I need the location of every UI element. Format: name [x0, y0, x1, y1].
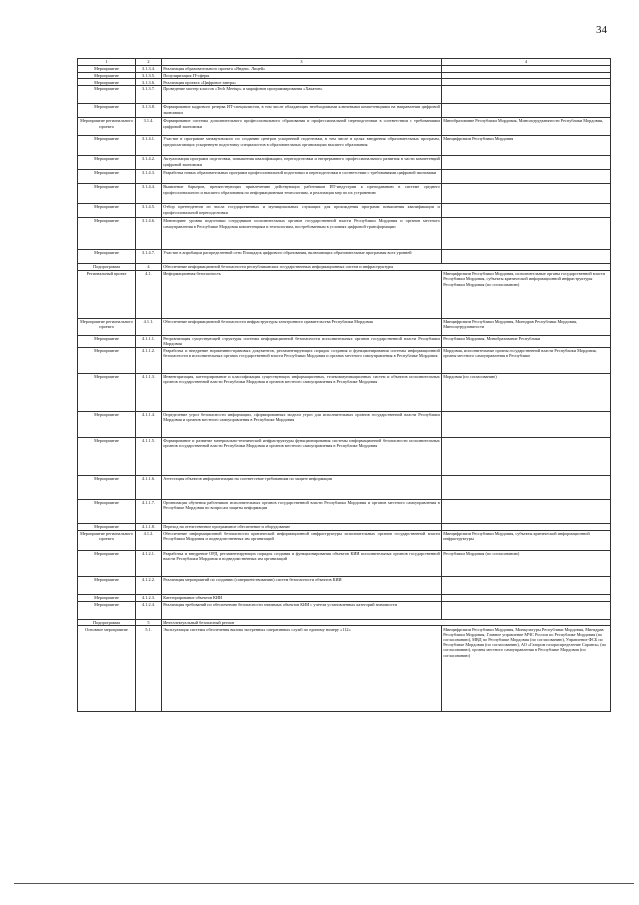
header-cell-3: 3 — [162, 59, 442, 66]
row-number-cell: 4.1.2.2. — [136, 576, 162, 594]
row-title-cell: Реорганизация существующей структуры системы информационной безопасности исполнительных органов государственной власти Республики Мордовия — [163, 336, 440, 347]
row-type-cell: Подпрограмма — [78, 619, 136, 626]
row-executor-cell — [442, 499, 611, 523]
row-executor-cell — [442, 576, 611, 594]
row-number-cell: 3.1.4.3. — [136, 170, 162, 184]
row-number-cell: 3.1.4.4. — [136, 184, 162, 204]
table-row — [78, 619, 611, 626]
row-type-cell: Мероприятие регионального проекта — [78, 318, 136, 335]
row-title-cell: Инвентаризация, категорирование и классификация существующих информационных, телекоммуникационных систем и объектов исполнительных органов государственной власти Республики Мордовия и органов местного самоуправления в Республике Мордовия — [162, 373, 442, 411]
header-cell-2: 2 — [136, 59, 162, 66]
header-cell-1: 1 — [78, 59, 136, 66]
row-number-cell: 3.1.4.6. — [136, 218, 162, 250]
table-row — [78, 594, 611, 601]
table-row — [78, 250, 611, 264]
row-executor-cell — [442, 79, 611, 86]
row-title-cell: Отбор претендентов из числа государственных и муниципальных служащих для прохождения программ повышения квалификации и профессиональной переподготовки — [162, 204, 442, 218]
row-executor-cell: Минцифрсвязи Республики Мордовия, исполнительные органы государственной власти Республики Мордовия, субъекты критической информационной инфраструктуры Республики Мордовия (по согласованию) — [442, 270, 611, 318]
row-executor-cell: Минобразование Республики Мордовия, Минсоцтрудзанятости Республики Мордовия, — [442, 118, 611, 136]
row-title-cell: Участие в апробации распределенной сети Площадок цифрового образования, включающих образовательные программы всех уровней — [162, 250, 442, 264]
table-row — [78, 335, 611, 347]
row-executor-cell — [442, 250, 611, 264]
row-executor-cell — [442, 437, 611, 475]
row-executor-cell — [442, 156, 611, 170]
row-type-cell: Мероприятие — [78, 170, 136, 184]
bottom-rule — [14, 883, 634, 884]
row-executor-cell: Минцифрсвязи Республики Мордовия, субъекты критической информационной инфраструктуры — [442, 530, 611, 550]
row-title-cell: Формирование системы дополнительного профессионального образования и профессиональной переподготовки в соответствии с требованиями цифровой экономики — [162, 118, 442, 136]
table-row — [78, 601, 611, 619]
row-title-cell: Организация обучения работников исполнительных органов государственной власти Республики Мордовия и органов местного самоуправления в Республике Мордовия по вопросам защиты информации — [162, 499, 442, 523]
header-cell-4: 4 — [442, 59, 611, 66]
table-row — [78, 318, 611, 335]
row-number-cell: 4.1.2. — [136, 530, 162, 550]
row-type-cell: Мероприятие регионального проекта — [78, 118, 136, 136]
table-row — [78, 550, 611, 576]
row-title-cell: Разработка и внедрение нормативно-правовых документов, регламентирующих порядок создания и функционирования системы информационной безопасности в исполнительных органах государственной власти Республики Мордовия и органах местного самоуправления в Республике Мордовия — [162, 347, 442, 373]
row-number-cell: 4.1. — [136, 270, 162, 318]
row-title-cell: Определение угроз безопасности информации, сформированных модели угроз для исполнительных органов государственной власти Республики Мордовия и органов местного самоуправления в Республике Мордовия — [162, 411, 442, 437]
table-row — [78, 475, 611, 499]
row-type-cell: Мероприятие — [78, 475, 136, 499]
table-row — [78, 499, 611, 523]
row-number-cell: 3.1.4.5. — [136, 204, 162, 218]
table-row — [78, 270, 611, 318]
table-row — [78, 347, 611, 373]
row-title-cell: Мониторинг уровня подготовки сотрудников исполнительных органов государственной власти Республики Мордовия и органов местного самоуправления в Республике Мордовия компетенциям и технологиям, востребованным в условиях цифровой трансформации — [162, 218, 442, 250]
row-title-cell: Реализация проекта «Цифровое завтра» — [162, 79, 442, 86]
row-type-cell: Мероприятие — [78, 594, 136, 601]
row-number-cell: 3.1.3.7. — [136, 86, 162, 104]
row-title-cell: Формирование кадрового резерва ИТ-специалистов, в том числе обладающих необходимыми ключевыми компетенциями на направлении цифровой экономики — [162, 104, 442, 118]
row-type-cell: Подпрограмма — [78, 264, 136, 271]
row-title-cell: Формирование и развитие материально-технической инфраструктуры функционирования системы информационной безопасности исполнительных органов государственной власти Республики Мордовия и органов местного самоуправления в Республике Мордовия — [162, 437, 442, 475]
row-type-cell: Мероприятие — [78, 601, 136, 619]
row-executor-cell — [442, 475, 611, 499]
row-title-cell: Обеспечение информационной безопасности инфраструктуры электронного правительства Республики Мордовия — [162, 318, 442, 335]
table-row — [78, 218, 611, 250]
row-title-cell: Аттестация объектов информатизации на соответствие требованиям по защите информации — [162, 475, 442, 499]
row-number-cell: 3.1.3.4. — [136, 65, 162, 72]
program-table — [77, 58, 611, 712]
row-executor-cell — [442, 104, 611, 118]
row-number-cell: 4.1.1.3. — [136, 373, 162, 411]
row-number-cell: 3.1.3.6. — [136, 79, 162, 86]
table-row — [78, 373, 611, 411]
row-executor-cell — [442, 523, 611, 530]
row-type-cell: Мероприятие — [78, 184, 136, 204]
row-title-cell: Участие в программе межвузовского по созданию центров ускоренной подготовки, в том числе в целях внедрения образовательных программ, предполагающих ускоренную подготовку специалистов в образовательных организациях высшего образования — [162, 136, 442, 156]
row-number-cell: 4.1.1.8. — [136, 523, 162, 530]
row-type-cell: Мероприятие — [78, 576, 136, 594]
row-executor-cell — [442, 204, 611, 218]
row-executor-cell — [442, 601, 611, 619]
row-number-cell: 5.1. — [136, 626, 162, 712]
row-title-cell: Разработка новых образовательных программ профессиональной подготовки и переподготовки в соответствии с требованиями цифровой экономики — [162, 170, 442, 184]
table-row — [78, 118, 611, 136]
row-type-cell: Мероприятие — [78, 86, 136, 104]
row-type-cell: Мероприятие — [78, 204, 136, 218]
row-number-cell: 5 — [136, 619, 162, 626]
row-title-cell: Проведение мастер классов «Tech Meetup» и марафонов программирования «Хакатон» — [162, 86, 442, 104]
row-title-cell: Эксплуатация системы обеспечения вызова экстренных оперативных служб по единому номеру «112» — [162, 626, 442, 712]
row-executor-cell: Минцифрсвязи Республики Мордовия — [442, 136, 611, 156]
row-type-cell: Мероприятие — [78, 136, 136, 156]
row-type-cell: Мероприятие — [78, 250, 136, 264]
table-row — [78, 104, 611, 118]
row-type-cell: Мероприятие — [78, 156, 136, 170]
table-row — [78, 184, 611, 204]
row-title-cell: Реализация образовательного проекта «Яндекс. Лицей» — [162, 65, 442, 72]
row-number-cell: 3.1.4.2. — [136, 156, 162, 170]
table-row — [78, 626, 611, 712]
row-title-cell: Актуализация программ подготовки, повышения квалификации, переподготовки и непрерывного профессионального развития в части компетенций цифровой экономики — [162, 156, 442, 170]
row-executor-cell — [442, 218, 611, 250]
row-number-cell: 4.1.1.4. — [136, 411, 162, 437]
table-row — [78, 72, 611, 79]
page-number: 34 — [596, 24, 607, 36]
row-type-cell: Региональный проект — [78, 270, 136, 318]
table-row — [78, 530, 611, 550]
table-row — [78, 79, 611, 86]
table-row — [78, 65, 611, 72]
row-number-cell: 4.1.1.5. — [136, 437, 162, 475]
row-executor-cell — [442, 86, 611, 104]
row-executor-cell: Республики Мордовия, Минобразование Республики — [442, 335, 611, 347]
row-number-cell: 4.1.2.1. — [136, 550, 162, 576]
row-title-cell: Информационная безопасность — [162, 270, 442, 318]
row-type-cell: Мероприятие — [78, 218, 136, 250]
table-row — [78, 204, 611, 218]
row-title-cell: Интеллектуальный безопасный регион — [162, 619, 611, 626]
row-number-cell: 4.1.2.4. — [136, 601, 162, 619]
table-row — [78, 136, 611, 156]
row-type-cell: Мероприятие — [78, 79, 136, 86]
row-title-cell: Разработка и внедрение ОРД, регламентирующих порядок создания и функционирования объектов КИИ исполнительных органов государственной власти Республики Мордовия и подведомственных им организаций — [162, 550, 442, 576]
row-executor-cell: Минцифрсвязи Республики Мордовия, Минздрав Республики Мордовия, Минсоцтрудзанятости — [442, 318, 611, 335]
row-number-cell: 4.1.2.3. — [136, 594, 162, 601]
row-title-cell: Выявление барьеров, препятствующих привлечению действующих работников ИТ-индустрии к преподаванию в системе среднего профессионального и высшего образования по информационным технологиям, и реализация мер по их устранению — [162, 184, 442, 204]
row-title-cell: Реализация требований по обеспечению безопасности значимых объектов КИИ с учетом установленных категорий значимости — [162, 601, 442, 619]
row-type-cell: Основное мероприятие — [78, 626, 136, 712]
row-number-cell: 3.1.4.7. — [136, 250, 162, 264]
row-type-cell: Мероприятие — [78, 373, 136, 411]
row-executor-cell — [442, 594, 611, 601]
table-row — [78, 576, 611, 594]
table-row — [78, 170, 611, 184]
row-type-cell: Мероприятие — [78, 347, 136, 373]
row-number-cell: 4.1.1.1. — [136, 335, 162, 347]
row-type-cell: Мероприятие — [78, 523, 136, 530]
row-number-cell: 3.1.4.1. — [136, 136, 162, 156]
table-row — [78, 411, 611, 437]
row-title-cell: Популяризация IT-сферы — [162, 72, 442, 79]
row-executor-cell: Минцифрсвязи Республики Мордовия, Минкультуры Республики Мордовия, Минздрав Республики Мордовия, Главное управление МЧС России по Республике Мордовия (по согласованию), МВД по Республике Мордовия (по согласованию), Управление ФСБ по Республике Мордовия (по согласованию), АО «Газпром газораспределение Саранск» (по согласованию), органы местного самоуправления в Республике Мордовия (по согласованию) — [442, 626, 611, 712]
row-type-cell: Мероприятие — [78, 104, 136, 118]
row-type-cell: Мероприятие — [78, 437, 136, 475]
row-type-cell: Мероприятие регионального проекта — [78, 530, 136, 550]
row-executor-cell — [442, 411, 611, 437]
row-executor-cell — [442, 184, 611, 204]
table-row — [78, 156, 611, 170]
row-type-cell: Мероприятие — [78, 499, 136, 523]
row-number-cell: 4.1.1.2. — [136, 347, 162, 373]
table-row — [78, 86, 611, 104]
row-number-cell: 3.1.3.5. — [136, 72, 162, 79]
row-type-cell: Мероприятие — [78, 550, 136, 576]
table-row — [78, 437, 611, 475]
row-number-cell: 3.1.4. — [136, 118, 162, 136]
row-title-cell: Обеспечение информационной безопасности республиканских государственных информационных систем и инфраструктуры — [162, 264, 611, 271]
row-number-cell: 4.1.1.7. — [136, 499, 162, 523]
row-type-cell: Мероприятие — [78, 335, 136, 347]
row-title-cell: Переход на отечественное программное обеспечение и оборудование — [162, 523, 442, 530]
row-title-cell: Обеспечение информационной безопасности критической информационной инфраструктуры исполнительных органов государственной власти Республики Мордовия и подведомственных им организаций — [162, 530, 442, 550]
row-number-cell: 4.1.1. — [136, 318, 162, 335]
header-row — [78, 59, 611, 66]
row-executor-cell — [442, 65, 611, 72]
row-number-cell: 4.1.1.6. — [136, 475, 162, 499]
row-executor-cell: Мордовия, исполнительные органы государственной власти Республики Мордовия, органы местного самоуправления в Республике — [442, 347, 611, 373]
row-type-cell: Мероприятие — [78, 72, 136, 79]
row-title-cell: Реализация мероприятий по созданию (совершенствованию) систем безопасности объектов КИИ — [162, 576, 442, 594]
row-title-cell: Категорирование объектов КИИ — [162, 594, 442, 601]
row-number-cell: 4 — [136, 264, 162, 271]
row-type-cell: Мероприятие — [78, 65, 136, 72]
row-executor-cell: Мордовия (по согласованию) — [442, 373, 611, 411]
row-type-cell: Мероприятие — [78, 411, 136, 437]
row-number-cell: 3.1.3.8. — [136, 104, 162, 118]
row-executor-cell — [442, 170, 611, 184]
row-executor-cell — [442, 72, 611, 79]
row-executor-cell: Республики Мордовия (по согласованию) — [442, 550, 611, 576]
table-row — [78, 523, 611, 530]
table-row — [78, 264, 611, 271]
